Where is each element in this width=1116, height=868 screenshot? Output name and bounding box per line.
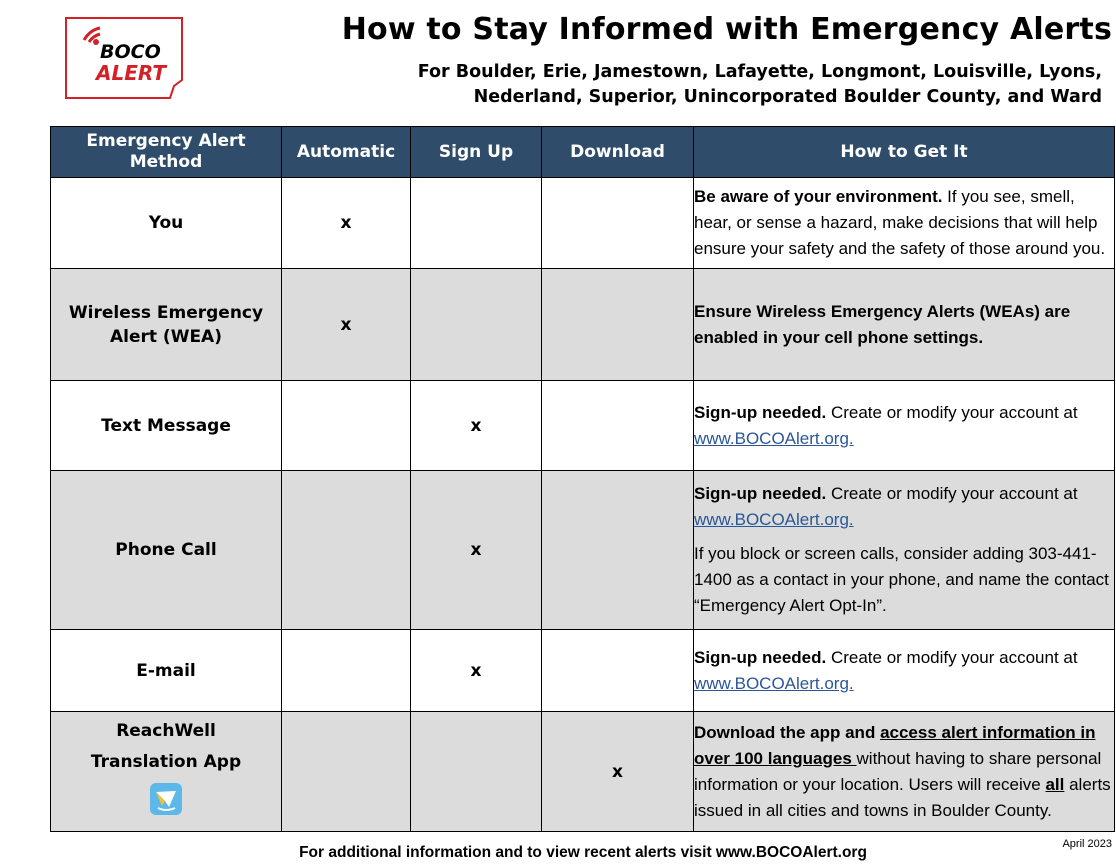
automatic-cell — [282, 712, 411, 832]
how-cell — [694, 178, 1115, 269]
how-text: without having to share personal information or your location. Users will receive — [694, 748, 1102, 794]
date-label: April 2023 — [1062, 838, 1112, 850]
table-row-reachwell — [51, 712, 1115, 832]
how-bold: Download the app and — [694, 722, 881, 742]
download-cell — [542, 178, 694, 269]
automatic-cell — [282, 381, 411, 471]
subtitle-line-2: Nederland, Superior, Unincorporated Boulder County, and Ward — [473, 87, 1102, 107]
method-cell: Text Message — [51, 381, 282, 471]
alert-methods-table — [50, 126, 1115, 832]
reachwell-app-icon — [149, 782, 183, 816]
download-cell — [542, 381, 694, 471]
table-row-you — [51, 178, 1115, 269]
signup-cell — [411, 178, 542, 269]
page-title: How to Stay Informed with Emergency Alerts — [341, 12, 1112, 47]
signup-cell: x — [411, 381, 542, 471]
automatic-cell: x — [282, 178, 411, 269]
how-underline: access alert information in over 100 languages — [694, 722, 1096, 768]
header-signup: Sign Up — [411, 127, 542, 178]
header-method: Emergency Alert Method — [51, 127, 282, 178]
how-text: Create or modify your account at — [826, 402, 1078, 422]
how-cell — [694, 712, 1115, 832]
method-line-2: Translation App — [90, 752, 242, 772]
how-cell — [694, 471, 1115, 630]
download-cell: x — [542, 712, 694, 832]
bocoalert-link[interactable]: www.BOCOAlert.org. — [694, 673, 854, 693]
method-cell — [51, 712, 282, 832]
download-cell — [542, 471, 694, 630]
bocoalert-link[interactable]: www.BOCOAlert.org. — [694, 510, 854, 529]
logo-text-boco: BOCO — [100, 41, 161, 63]
page-subtitle — [300, 60, 1102, 110]
signup-cell — [411, 712, 542, 832]
method-cell: You — [51, 178, 282, 269]
method-cell: Phone Call — [51, 471, 282, 630]
download-cell — [542, 630, 694, 712]
bocoalert-link[interactable]: www.BOCOAlert.org. — [694, 428, 854, 448]
table-row-text-message — [51, 381, 1115, 471]
download-cell — [542, 269, 694, 381]
how-text: Create or modify your account at — [826, 647, 1078, 667]
table-row-phone-call — [51, 471, 1115, 630]
header-automatic: Automatic — [282, 127, 411, 178]
automatic-cell — [282, 630, 411, 712]
logo-text-alert: ALERT — [96, 61, 167, 85]
method-cell: E-mail — [51, 630, 282, 712]
how-text: Create or modify your account at — [826, 484, 1078, 503]
signup-cell: x — [411, 471, 542, 630]
subtitle-line-1: For Boulder, Erie, Jamestown, Lafayette, Longmont, Louisville, Lyons, — [417, 62, 1102, 82]
automatic-cell — [282, 471, 411, 630]
boco-alert-logo — [62, 14, 190, 104]
how-bold: Sign-up needed. — [694, 647, 827, 667]
how-bold: Ensure Wireless Emergency Alerts (WEAs) are enabled in your cell phone settings. — [694, 301, 1071, 347]
how-bold: Sign-up needed. — [694, 484, 827, 503]
table-header-row — [51, 127, 1115, 178]
how-cell — [694, 630, 1115, 712]
how-text: If you see, smell, hear, or sense a hazard, make decisions that will help ensure your safety and the safety of those around you. — [694, 187, 1106, 258]
method-cell: Wireless Emergency Alert (WEA) — [51, 269, 282, 381]
table-row-wea — [51, 269, 1115, 381]
header-download: Download — [542, 127, 694, 178]
footer-text: For additional information and to view recent alerts visit www.BOCOAlert.org — [299, 844, 867, 861]
signup-cell: x — [411, 630, 542, 712]
method-line-1: ReachWell — [116, 721, 216, 741]
how-emphasis: all — [1045, 774, 1065, 794]
signup-cell — [411, 269, 542, 381]
how-bold: Be aware of your environment. — [694, 187, 943, 206]
how-cell — [694, 381, 1115, 471]
how-text-end: alerts issued in all cities and towns in Boulder County. — [694, 774, 1111, 820]
how-bold: Sign-up needed. — [694, 402, 827, 422]
table-row-email — [51, 630, 1115, 712]
automatic-cell: x — [282, 269, 411, 381]
how-cell — [694, 269, 1115, 381]
how-extra: If you block or screen calls, consider adding 303-441-1400 as a contact in your phone, and name the contact “Emergency Alert Opt-In”. — [694, 544, 1109, 615]
header-how: How to Get It — [694, 127, 1115, 178]
